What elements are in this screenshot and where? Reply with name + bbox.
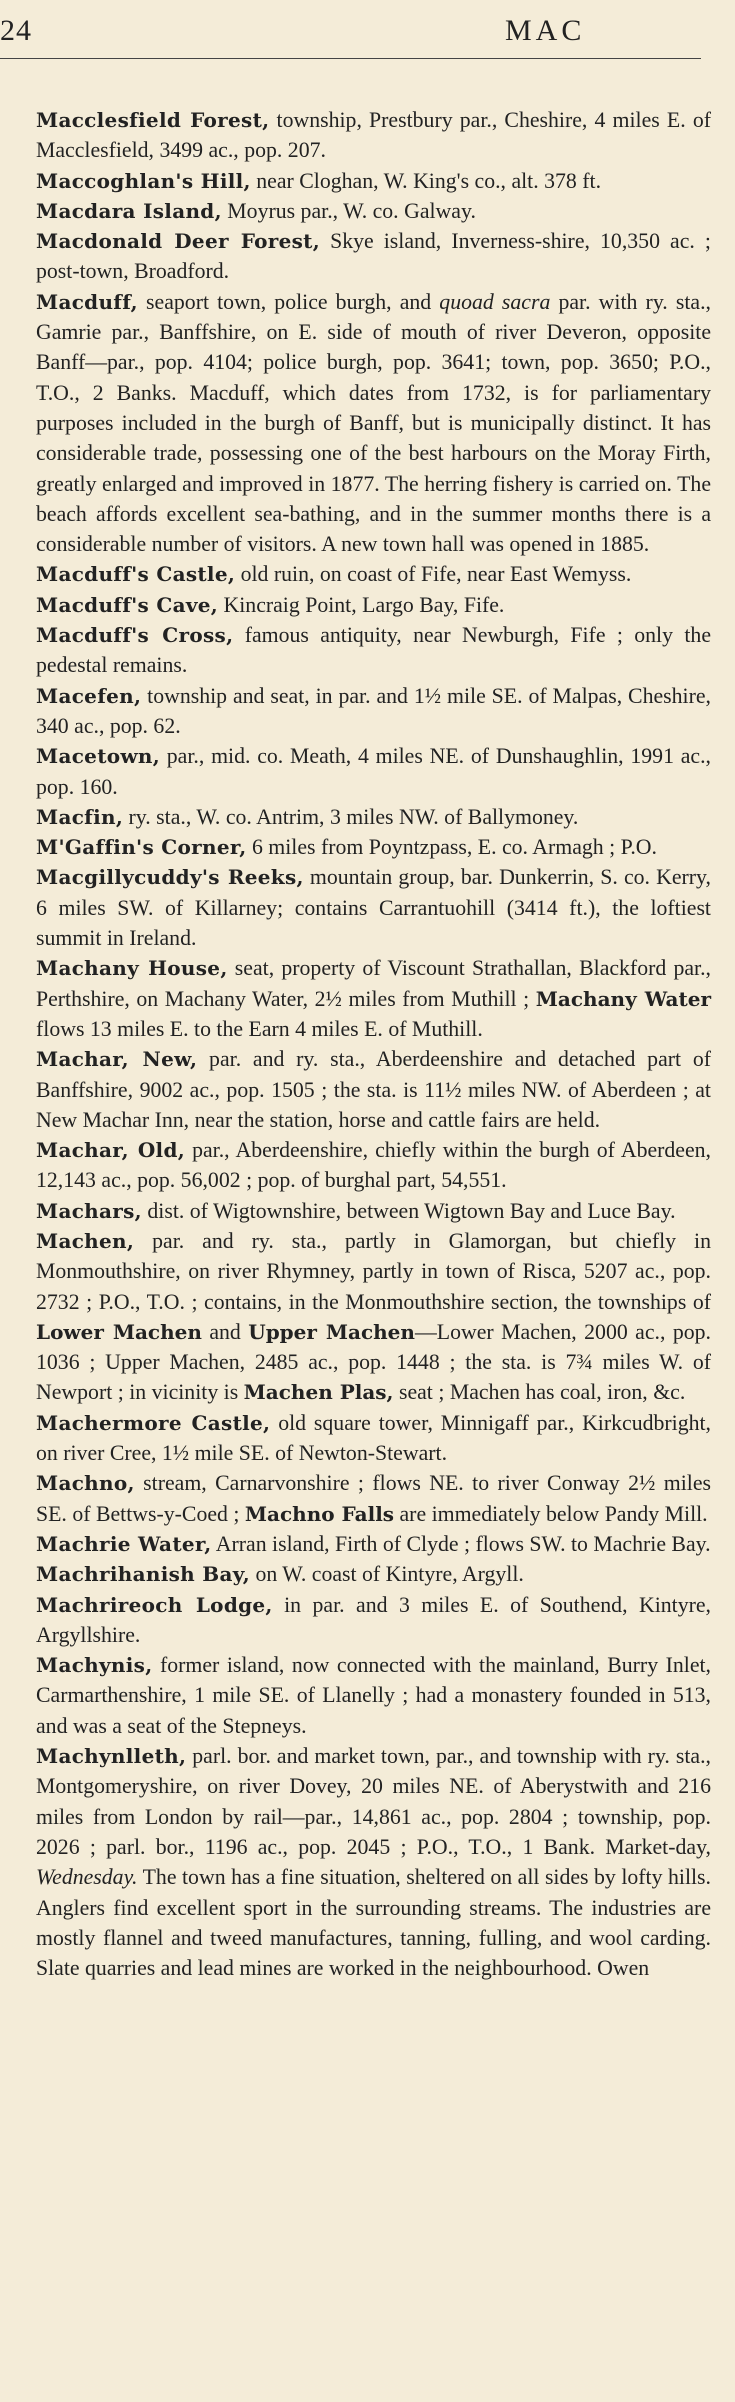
entry-headword: Macclesfield Forest, [36, 108, 270, 132]
entry [36, 1226, 711, 1408]
entry-text: ry. sta., W. co. Antrim, 3 miles NW. of Ballymoney. [123, 804, 579, 829]
entry-headword: Machrie Water, [36, 1531, 212, 1556]
entry-subheadword: Lower Machen [36, 1319, 202, 1344]
entry [36, 1559, 711, 1589]
entry-headword: Maccoghlan's Hill, [36, 168, 251, 193]
entry-text: par., mid. co. Meath, 4 miles NE. of Dunshaughlin, 1991 ac., pop. 160. [36, 744, 711, 799]
entry-italic: Wednesday. [36, 1865, 138, 1890]
entry-text: Skye island, Inverness-shire, 10,350 ac. ; post-town, Broadford. [36, 229, 711, 284]
entry [36, 862, 711, 953]
entry-headword: Macduff's Castle, [36, 562, 236, 587]
page-number: 24 [0, 14, 32, 47]
entry [36, 802, 711, 832]
entry [36, 287, 711, 560]
page-header [0, 0, 701, 59]
entry-headword: Macduff, [36, 289, 138, 314]
entry [36, 1650, 711, 1741]
gazetteer-entries [0, 59, 711, 1983]
entry-text: —Lower Machen, 2000 ac., pop. 1036 ; Upper Machen, 2485 ac., pop. 1448 ; the sta. is 7¾ miles W. of Newport ; in vicinity is [36, 1319, 711, 1405]
entry [36, 620, 711, 681]
entry [36, 1135, 711, 1196]
entry [36, 1044, 711, 1135]
entry-headword: Machrireoch Lodge, [36, 1592, 273, 1617]
entry-text: stream, Carnarvonshire ; flows NE. to river Conway 2½ miles SE. of Bettws-y-Coed ; [36, 1471, 711, 1526]
entry-headword: Machar, Old, [36, 1138, 185, 1163]
entry-headword: Machrihanish Bay, [36, 1562, 250, 1587]
entry-text: par. with ry. sta., Gamrie par., Banffshire, on E. side of mouth of river Deveron, opposite Banff—par., pop. 4104; police burgh, pop. 3641; town, pop. 3650; P.O., T.O., 2 Banks. Macduff, which dates from 1732, is for parliamentary purposes included in the burgh of Banff, but is municipally distinct. It has considerable trade, possessing one of the best harbours on the Moray Firth, greatly enlarged and improved in 1877. The herring fishery is carried on. The beach affords excellent sea-bathing, and in the summer months there is a considerable number of visitors. A new town hall was opened in 1885. [36, 289, 711, 557]
entry-text: flows 13 miles E. to the Earn 4 miles E. of Muthill. [36, 1016, 483, 1041]
entry-text: par. and ry. sta., partly in Glamorgan, but chiefly in Monmouthshire, on river Rhymney, partly in town of Risca, 5207 ac., pop. 2732 ; P.O., T.O. ; contains, in the Monmouthshire section, the townships of [36, 1228, 711, 1314]
entry [36, 1408, 711, 1469]
entry-text: 6 miles from Poyntzpass, E. co. Armagh ; P.O. [246, 835, 657, 860]
entry-headword: Machynis, [36, 1653, 153, 1678]
entry-text: famous antiquity, near Newburgh, Fife ; only the pedestal remains. [36, 623, 711, 678]
entry-headword: Macgillycuddy's Reeks, [36, 865, 304, 890]
entry-subheadword: Machno Falls [244, 1501, 395, 1526]
entry-subheadword: Machen Plas, [243, 1380, 394, 1405]
entry [36, 832, 711, 862]
entry-headword: Macdonald Deer Forest, [36, 229, 320, 254]
entry-headword: Macdara Island, [36, 198, 222, 223]
entry-text: par., Aberdeenshire, chiefly within the burgh of Aberdeen, 12,143 ac., pop. 56,002 ; pop. of burghal part, 54,551. [36, 1138, 711, 1193]
entry-text: seat, property of Viscount Strathallan, Blackford par., Perthshire, on Machany Water, 2½ miles from Muthill ; [36, 956, 711, 1011]
entry [36, 1590, 711, 1651]
entry-headword: Machynlleth, [36, 1744, 187, 1769]
entry-text: in par. and 3 miles E. of Southend, Kintyre, Argyllshire. [36, 1592, 711, 1647]
entry [36, 741, 711, 802]
entry-headword: Macduff's Cross, [36, 623, 234, 648]
entry-text: seaport town, police burgh, and [137, 289, 440, 314]
entry [36, 105, 711, 166]
entry-text: dist. of Wigtownshire, between Wigtown Bay and Luce Bay. [141, 1198, 676, 1223]
entry-headword: Macduff's Cave, [36, 592, 219, 617]
entry-text: parl. bor. and market town, par., and township with ry. sta., Montgomeryshire, on river Dovey, 20 miles NE. of Aberystwith and 216 miles from London by rail—par., 14,861 ac., pop. 2804 ; township, pop. 2026 ; parl. bor., 1196 ac., pop. 2045 ; P.O., T.O., 1 Bank. Market-day, [36, 1744, 711, 1859]
entry-text: former island, now connected with the mainland, Burry Inlet, Carmarthenshire, 1 mile SE. of Llanelly ; had a monastery founded in 513, and was a seat of the Stepneys. [36, 1653, 711, 1738]
entry-headword: Machen, [36, 1228, 135, 1253]
entry-text: near Cloghan, W. King's co., alt. 378 ft. [250, 168, 602, 193]
entry-headword: Macetown, [36, 744, 160, 769]
entry-text: seat ; Machen has coal, iron, &c. [393, 1380, 686, 1405]
entry-headword: Machermore Castle, [36, 1410, 271, 1435]
entry-headword: Macefen, [36, 683, 142, 708]
entry [36, 1468, 711, 1529]
entry-headword: Machany House, [36, 956, 228, 981]
entry-text: old ruin, on coast of Fife, near East Wemyss. [235, 562, 632, 587]
entry-text: Moyrus par., W. co. Galway. [221, 198, 476, 223]
running-head: MAC [505, 14, 586, 47]
entry-text: township and seat, in par. and 1½ mile SE. of Malpas, Cheshire, 340 ac., pop. 62. [36, 683, 711, 738]
entry-text: Kincraig Point, Largo Bay, Fife. [218, 592, 505, 617]
entry [36, 196, 711, 226]
entry-subheadword: Upper Machen [248, 1319, 415, 1344]
entry-headword: M'Gaffin's Corner, [36, 835, 247, 860]
entry [36, 1196, 711, 1226]
entry [36, 681, 711, 742]
entry [36, 953, 711, 1044]
entry-headword: Machar, New, [36, 1047, 198, 1072]
entry-text: are immediately below Pandy Mill. [394, 1501, 708, 1526]
entry [36, 166, 711, 196]
entry [36, 1529, 711, 1559]
entry-text: par. and ry. sta., Aberdeenshire and detached part of Banffshire, 9002 ac., pop. 1505 ; the sta. is 11½ miles NW. of Aberdeen ; at New Machar Inn, near the station, horse and cattle fairs are held. [36, 1047, 711, 1132]
entry-headword: Macfin, [36, 804, 124, 829]
entry-text: The town has a fine situation, sheltered on all sides by lofty hills. Anglers find excellent sport in the surrounding streams. The industries are mostly flannel and tweed manufactures, tanning, fulling, and wool carding. Slate quarries and lead mines are worked in the neighbourhood. Owen [36, 1865, 711, 1981]
entry-text: and [201, 1319, 249, 1344]
entry [36, 559, 711, 589]
entry-headword: Machars, [36, 1198, 142, 1223]
entry-text: mountain group, bar. Dunkerrin, S. co. Kerry, 6 miles SW. of Killarney; contains Carrantuohill (3414 ft.), the loftiest summit in Ireland. [36, 865, 711, 951]
entry [36, 590, 711, 620]
entry [36, 1741, 711, 1983]
entry-text: on W. coast of Kintyre, Argyll. [250, 1562, 524, 1587]
entry-text: Arran island, Firth of Clyde ; flows SW. to Machrie Bay. [211, 1531, 711, 1556]
entry-headword: Machno, [36, 1471, 135, 1496]
entry-text: old square tower, Minnigaff par., Kirkcudbright, on river Cree, 1½ mile SE. of Newton-Stewart. [36, 1410, 712, 1466]
entry [36, 226, 711, 287]
entry-subheadword: Machany Water [535, 986, 711, 1011]
entry-italic: quoad sacra [439, 289, 551, 314]
entry-text: township, Prestbury par., Cheshire, 4 miles E. of Macclesfield, 3499 ac., pop. 207. [36, 108, 711, 163]
